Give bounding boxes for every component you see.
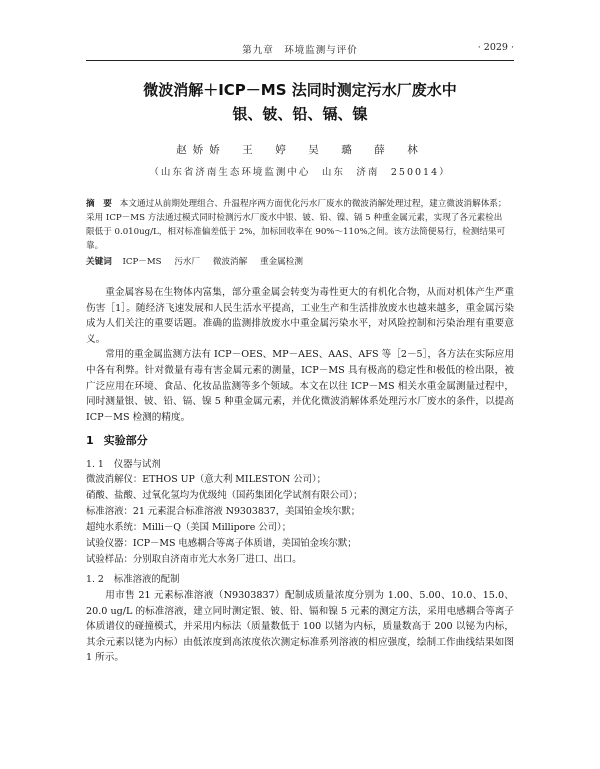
keyword: 微波消解 (212, 257, 248, 267)
running-header (86, 42, 514, 58)
section-number: 1 (86, 434, 94, 447)
section-title: 实验部分 (103, 434, 148, 447)
list-item: 硝酸、盐酸、过氧化氢均为优级纯（国药集团化学试剂有限公司）； (86, 490, 363, 501)
keyword: 污水厂 (174, 257, 201, 267)
paper-title (86, 78, 514, 126)
affiliation: （山东省济南生态环境监测中心 山东 济南 250014） (149, 167, 451, 178)
keywords (86, 255, 508, 269)
abstract-text: 本文通过从前期处理组合、升温程序两方面优化污水厂废水的微波消解处理过程，建立微波消解体系；采用 ICP－MS 方法通过模式同时检测污水厂废水中银、铍、铅、镍、镉 5 种重金属元素，实现了各元素检出限低于 0.010ug/L，相对标准偏差低于 2%，加标回收率在 90%～110%之间。该方法简便易行，检测结果可靠。 (86, 199, 507, 251)
abstract-label: 摘 要 (86, 199, 112, 209)
list-item: 试验样品：分别取自济南市光大水务厂进口、出口。 (86, 554, 302, 565)
std-paragraph: 用市售 21 元素标准溶液（N9303837）配制成质量浓度分别为 1.00、5.00、10.0、15.0、20.0 ug/L 的标准溶液，建立同时测定银、铍、铅、镉和镍 5 元素的测定方法，采用电感耦合等离子体质谱仪的碰撞模式，并采用内标法（质量数低于 100 以锗为内标，质量数高于 200 以铋为内标，其余元素以铑为内标）由低浓度到高浓度依次测定标准系列溶液的相应强度，绘制工作曲线结果如图 1 所示。 (86, 590, 514, 664)
subsection-number: 1. 1 (86, 459, 104, 470)
title-line-1: 微波消解＋ICP－MS 法同时测定污水厂废水中 (143, 81, 457, 99)
standard-solution-section (86, 588, 514, 666)
title-line-2: 银、铍、铅、镉、镍 (232, 105, 368, 123)
section-heading-1 (86, 432, 148, 448)
list-item: 标准溶液：21 元素混合标准溶液 N9303837，美国铂金埃尔默； (86, 506, 361, 517)
header-rule (86, 60, 514, 61)
intro-paragraph-1: 重金属容易在生物体内富集，部分重金属会转变为毒性更大的有机化合物，从而对机体产生严重伤害［1］。随经济飞速发展和人民生活水平提高，工业生产和生活排放废水也越来越多，重金属污染成为人们关注的重要话题。准确的监测排放废水中重金属污染水平，对风险控制和污染治理有重要意义。 (86, 287, 514, 345)
subsection-heading-1-2 (86, 571, 180, 585)
keyword: ICP－MS (122, 257, 162, 267)
author-list: 赵娇娇 王 婷 吴 璐 薛 林 (176, 144, 424, 156)
keyword: 重金属检测 (259, 257, 303, 267)
list-item: 微波消解仪：ETHOS UP（意大利 MILESTON 公司）； (86, 474, 327, 485)
instrument-list (86, 472, 514, 568)
subsection-number: 1. 2 (86, 574, 104, 585)
subsection-title: 仪器与试剂 (113, 459, 161, 470)
list-item: 试验仪器：ICP－MS 电感耦合等离子体质谱，美国铂金埃尔默； (86, 538, 357, 549)
keywords-label: 关键词 (86, 257, 112, 267)
subsection-heading-1-1 (86, 456, 161, 470)
introduction (86, 285, 514, 425)
intro-paragraph-2: 常用的重金属监测方法有 ICP－OES、MP－AES、AAS、AFS 等［2－5］，各方法在实际应用中各有利弊。针对微量有毒有害金属元素的测量，ICP－MS 具有极高的稳定性和极低的检出限，被广泛应用在环境、食品、化妆品监测等多个领域。本文在以往 ICP－MS 相关水重金属测量过程中，同时测量银、铍、铅、镉、镍 5 种重金属元素，并优化微波消解体系处理污水厂废水的条件，以提高 ICP－MS 检测的精度。 (86, 349, 514, 423)
list-item: 超纯水系统：Milli－Q（美国 Millipore 公司）； (86, 522, 292, 533)
page-number: · 2029 · (477, 42, 514, 53)
abstract (86, 197, 508, 253)
subsection-title: 标准溶液的配制 (113, 574, 180, 585)
header-section-title: 第九章 环境监测与评价 (242, 45, 358, 56)
